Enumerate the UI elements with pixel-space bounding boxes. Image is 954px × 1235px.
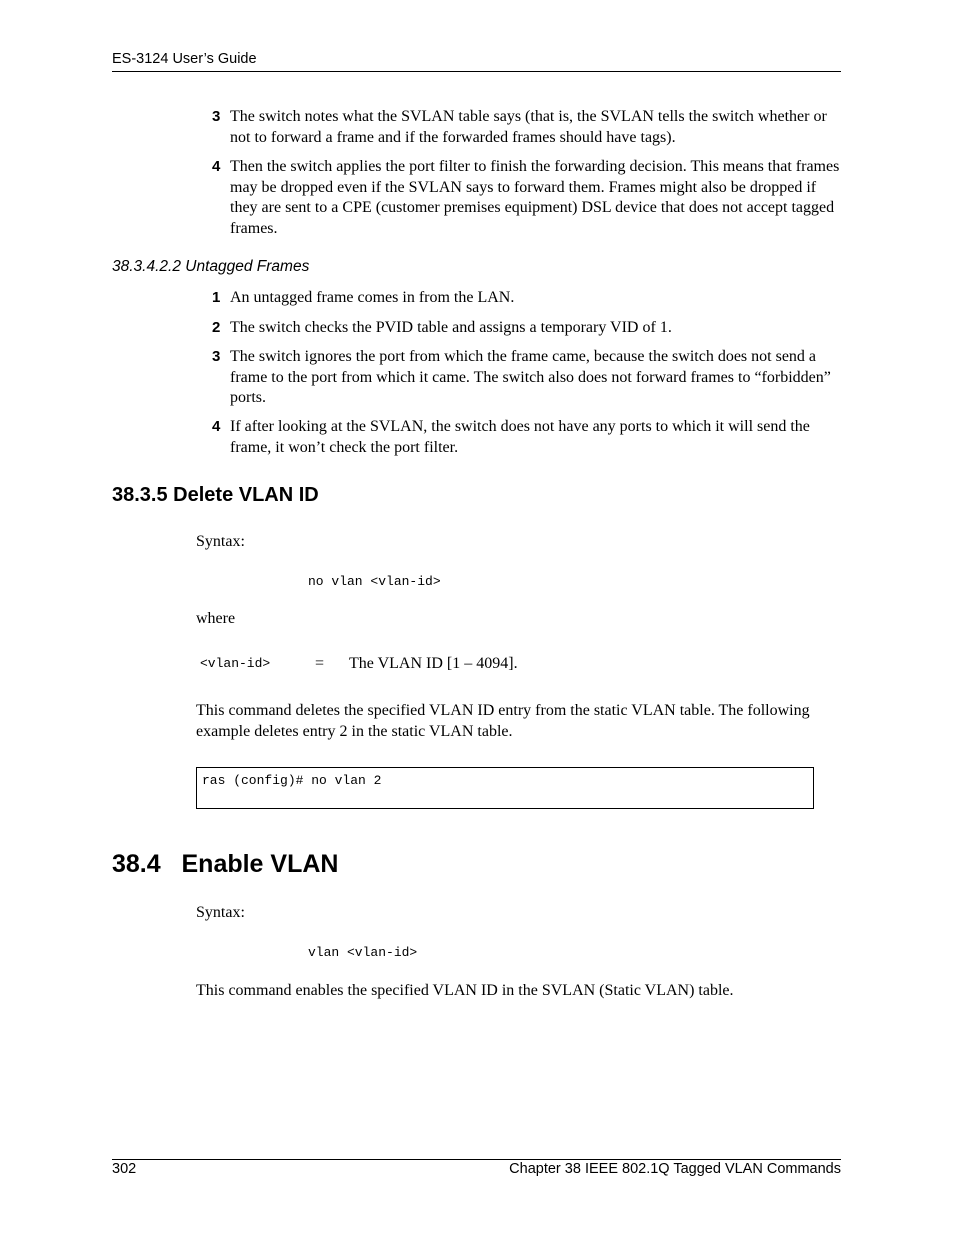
where-label: where: [196, 610, 236, 627]
list-item: [212, 157, 844, 239]
command-description: This command deletes the specified VLAN ID entry from the static VLAN table. The following example deletes entry 2 in the static VLAN table.: [196, 702, 810, 740]
step-number: 4: [212, 418, 221, 435]
page-number: 302: [112, 1161, 137, 1177]
step-number: 1: [212, 289, 221, 306]
step-number: 3: [212, 108, 221, 125]
header-divider: [112, 71, 841, 72]
step-text: An untagged frame comes in from the LAN.: [230, 289, 515, 306]
footer-divider: [112, 1159, 841, 1160]
list-item: [212, 347, 844, 409]
section-title: 38.3.5 Delete VLAN ID: [112, 484, 319, 506]
example-code: ras (config)# no vlan 2: [202, 773, 382, 788]
list-item: [212, 288, 844, 309]
syntax-code: no vlan <vlan-id>: [308, 574, 441, 589]
list-item: [212, 417, 844, 458]
step-text: The switch notes what the SVLAN table says (that is, the SVLAN tells the switch whether or not to forward a frame and if the forwarded frames should have tags).: [230, 108, 827, 146]
param-description: The VLAN ID [1 – 4094].: [349, 655, 518, 672]
section-title: 38.4 Enable VLAN: [112, 850, 339, 878]
example-code-box: [196, 767, 814, 809]
syntax-code: vlan <vlan-id>: [308, 945, 418, 960]
step-number: 4: [212, 158, 221, 175]
subsection-title: 38.3.4.2.2 Untagged Frames: [112, 258, 310, 275]
syntax-label: Syntax:: [196, 904, 245, 921]
syntax-label: Syntax:: [196, 533, 245, 550]
step-text: The switch checks the PVID table and assigns a temporary VID of 1.: [230, 319, 672, 336]
list-item: [212, 318, 844, 339]
step-number: 3: [212, 348, 221, 365]
list-item: [212, 107, 844, 148]
step-text: The switch ignores the port from which the frame came, because the switch does not send a frame to the port from which it came. The switch also does not forward frames to “forbidden” ports.: [230, 348, 831, 406]
header-title: ES-3124 User’s Guide: [112, 51, 257, 67]
step-text: If after looking at the SVLAN, the switch does not have any ports to which it will send the frame, it won’t check the port filter.: [230, 418, 810, 456]
param-equals: =: [315, 655, 325, 672]
step-text: Then the switch applies the port filter to finish the forwarding decision. This means that frames may be dropped even if the SVLAN says to forward them. Frames might also be dropped if they are sent to a CPE (customer premises equipment) DSL device that does not accept tagged frames.: [230, 158, 840, 237]
param-name: <vlan-id>: [200, 656, 271, 671]
step-number: 2: [212, 319, 221, 336]
command-description: This command enables the specified VLAN ID in the SVLAN (Static VLAN) table.: [196, 982, 734, 999]
chapter-title: Chapter 38 IEEE 802.1Q Tagged VLAN Commands: [509, 1161, 841, 1177]
